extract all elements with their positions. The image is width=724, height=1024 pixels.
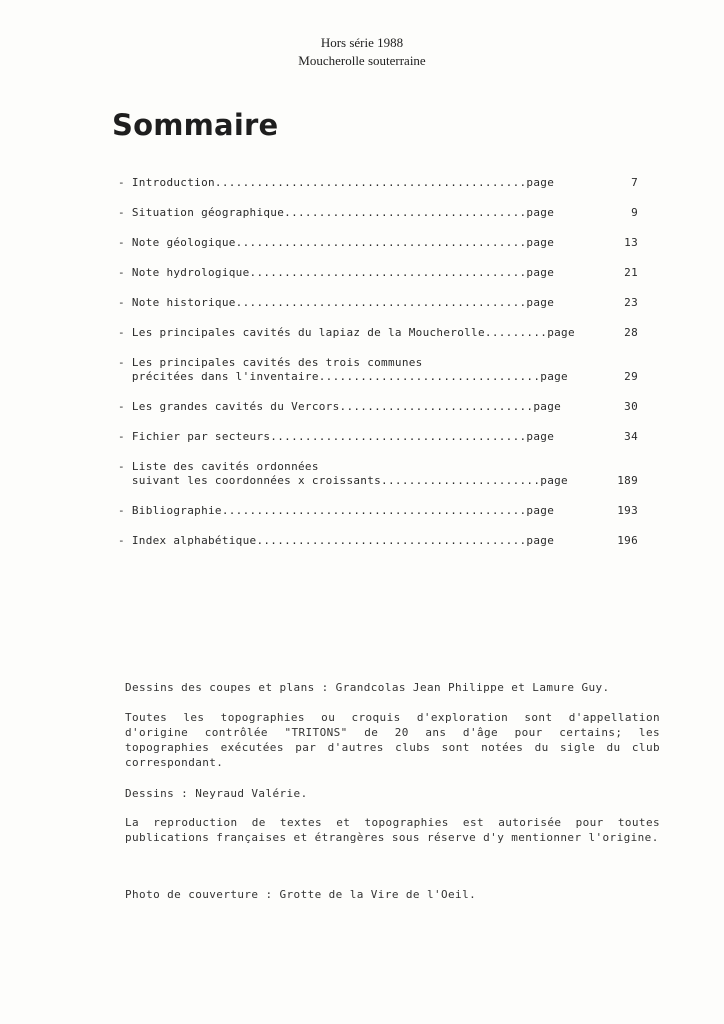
toc-page-number: 29 [624,370,638,383]
toc-entry [118,296,638,310]
toc-entry-text: - Les principales cavités du lapiaz de la Moucherolle.........page [118,326,575,339]
page-title: Sommaire [112,108,279,142]
toc-page-number: 21 [624,266,638,279]
toc-entry [118,460,638,488]
toc-entry-text: - Note hydrologique........................................page [118,266,555,279]
toc-entry [118,400,638,414]
toc-entry-text: - Liste des cavités ordonnées [118,460,319,473]
credit-topographies: Toutes les topographies ou croquis d'exploration sont d'appellation d'origine contrôlée "TRITONS" de 20 ans d'âge pour certains; les topographies exécutées par d'autres clubs sont notées du sigle du club correspondant. [125,711,660,769]
toc-entry-text: - Les principales cavités des trois communes [118,356,423,369]
toc-entry [118,430,638,444]
toc-entry-text: précitées dans l'inventaire................................page [118,370,568,383]
toc-entry-text: - Introduction.............................................page [118,176,555,189]
toc-page-number: 34 [624,430,638,443]
toc-entry [118,176,638,190]
toc-entry-text: - Fichier par secteurs.....................................page [118,430,555,443]
toc-entry-text: - Les grandes cavités du Vercors............................page [118,400,562,413]
toc-page-number: 196 [617,534,638,547]
toc-entry [118,534,638,548]
header-issue: Hors série 1988 [320,35,404,50]
credit-cover-photo: Photo de couverture : Grotte de la Vire de l'Oeil. [125,888,477,901]
toc-page-number: 7 [631,176,638,189]
toc-entry-text: - Bibliographie............................................page [118,504,555,517]
credit-reproduction: La reproduction de textes et topographies est autorisée pour toutes publications françaises et étrangères sous réserve d'y mentionner l'origine. [125,816,660,844]
document-header [0,34,724,70]
toc-entry [118,236,638,250]
toc-entry [118,326,638,340]
credit-drawings-sections: Dessins des coupes et plans : Grandcolas Jean Philippe et Lamure Guy. [125,681,610,694]
toc-page-number: 28 [624,326,638,339]
toc-entry-text: - Note historique..........................................page [118,296,555,309]
toc-entry [118,504,638,518]
toc-page-number: 189 [617,474,638,487]
credit-drawings: Dessins : Neyraud Valérie. [125,787,308,800]
toc-entry-text: - Situation géographique...................................page [118,206,555,219]
toc-entry [118,356,638,384]
toc-page-number: 193 [617,504,638,517]
toc-page-number: 23 [624,296,638,309]
toc-entry-text: suivant les coordonnées x croissants.......................page [118,474,568,487]
toc-entry-text: - Index alphabétique.......................................page [118,534,555,547]
toc-page-number: 9 [631,206,638,219]
toc-entry-text: - Note géologique..........................................page [118,236,555,249]
toc-page-number: 30 [624,400,638,413]
toc-entry [118,206,638,220]
toc-entry [118,266,638,280]
header-publication: Moucherolle souterraine [298,53,426,68]
toc-page-number: 13 [624,236,638,249]
